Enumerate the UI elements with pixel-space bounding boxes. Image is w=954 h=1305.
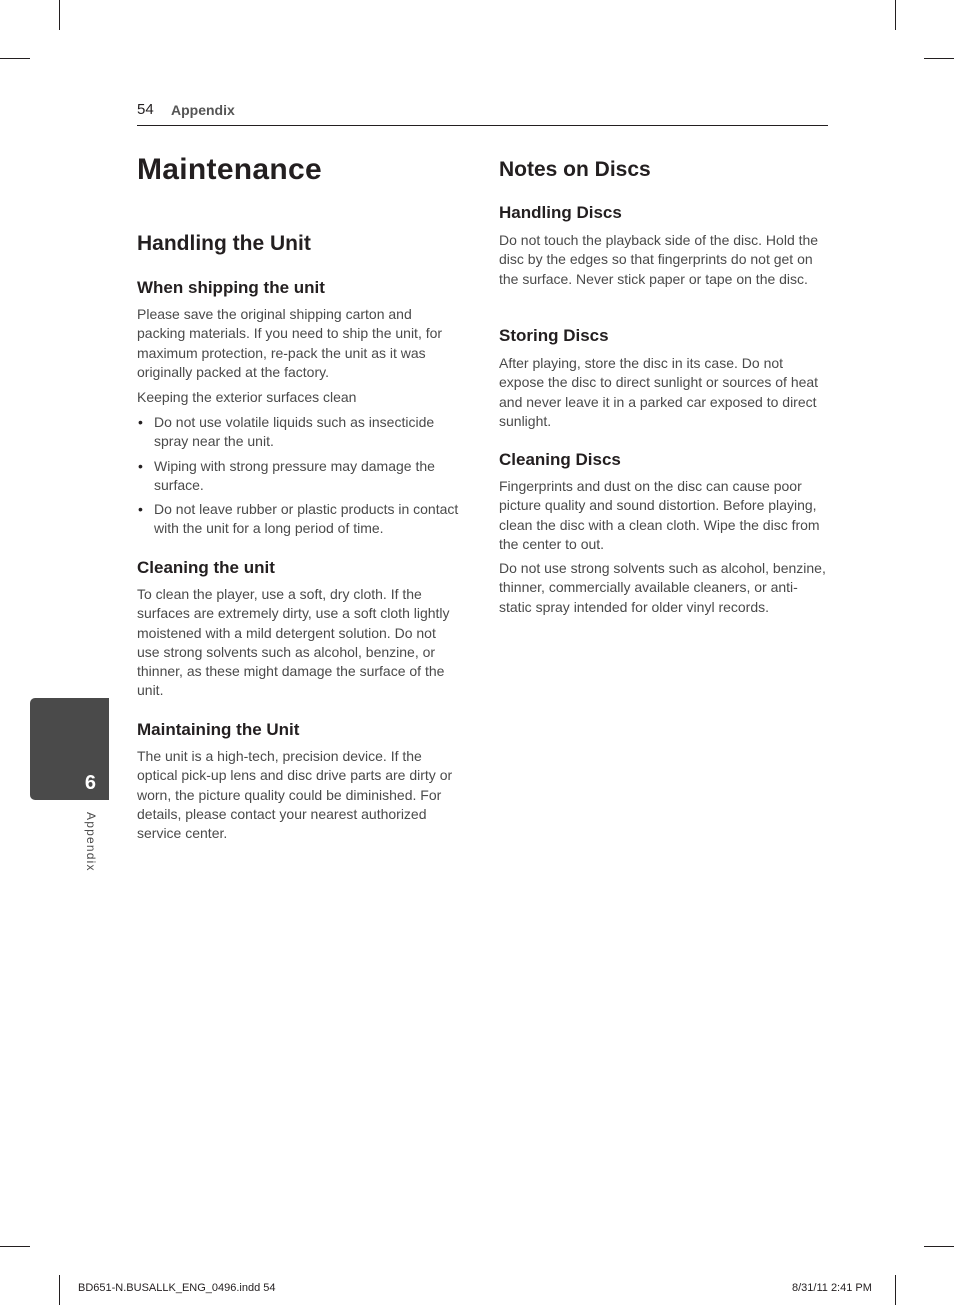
page-title: Maintenance	[137, 153, 323, 186]
handling-discs-heading: Handling Discs	[499, 203, 622, 222]
crop-mark	[59, 0, 60, 30]
chapter-tab-label: Appendix	[84, 812, 98, 872]
list-item: • Wiping with strong pressure may damage the surface.	[137, 457, 462, 496]
shipping-heading: When shipping the unit	[137, 278, 325, 297]
cleaning-unit-heading: Cleaning the unit	[137, 558, 275, 577]
exterior-intro: Keeping the exterior surfaces clean	[137, 389, 357, 405]
crop-mark	[895, 0, 896, 30]
cleaning-discs-text: Fingerprints and dust on the disc can cause poor picture quality and sound distortion. Before playing, clean the disc with a clean cloth. Wipe the disc from the center to out.	[499, 478, 820, 552]
exterior-bullets	[137, 413, 462, 544]
list-item: • Do not use volatile liquids such as insecticide spray near the unit.	[137, 413, 462, 452]
storing-discs-heading: Storing Discs	[499, 326, 609, 345]
chapter-number: 6	[84, 772, 96, 794]
list-item: • Do not leave rubber or plastic products in contact with the unit for a long period of time.	[137, 500, 462, 539]
footer-filename: BD651-N.BUSALLK_ENG_0496.indd 54	[78, 1282, 276, 1294]
handling-unit-heading: Handling the Unit	[137, 232, 311, 255]
handling-discs-text: Do not touch the playback side of the disc. Hold the disc by the edges so that fingerprints do not get on the surface. Never stick paper or tape on the disc.	[499, 232, 819, 287]
cleaning-discs-heading: Cleaning Discs	[499, 450, 621, 469]
cleaning-unit-text: To clean the player, use a soft, dry cloth. If the surfaces are extremely dirty, use a soft cloth lightly moistened with a mild detergent solution. Do not use strong solvents such as alcohol, benzine, or thinner, as these might damage the surface of the unit.	[137, 586, 450, 699]
page-number: 54	[137, 101, 154, 118]
maintaining-text: The unit is a high-tech, precision device. If the optical pick-up lens and disc drive parts are dirty or worn, the picture quality could be diminished. For details, please contact your nearest authorized service center.	[137, 748, 453, 842]
crop-mark	[924, 1246, 954, 1247]
crop-mark	[59, 1275, 60, 1305]
cleaning-discs-warning: Do not use strong solvents such as alcohol, benzine, thinner, commercially available cleaners, or anti-static spray intended for older vinyl records.	[499, 560, 826, 615]
chapter-tab	[30, 698, 109, 800]
section-name: Appendix	[171, 102, 235, 118]
footer-datetime: 8/31/11 2:41 PM	[792, 1282, 872, 1294]
storing-discs-text: After playing, store the disc in its case. Do not expose the disc to direct sunlight or sources of heat and never leave it in a parked car exposed to direct sunlight.	[499, 355, 819, 429]
crop-mark	[924, 58, 954, 59]
crop-mark	[0, 1246, 30, 1247]
maintaining-heading: Maintaining the Unit	[137, 720, 300, 739]
crop-mark	[0, 58, 30, 59]
shipping-text: Please save the original shipping carton and packing materials. If you need to ship the unit, for maximum protection, re-pack the unit as it was originally packed at the factory.	[137, 306, 443, 380]
page-header	[137, 99, 828, 126]
notes-discs-heading: Notes on Discs	[499, 158, 651, 181]
crop-mark	[895, 1275, 896, 1305]
